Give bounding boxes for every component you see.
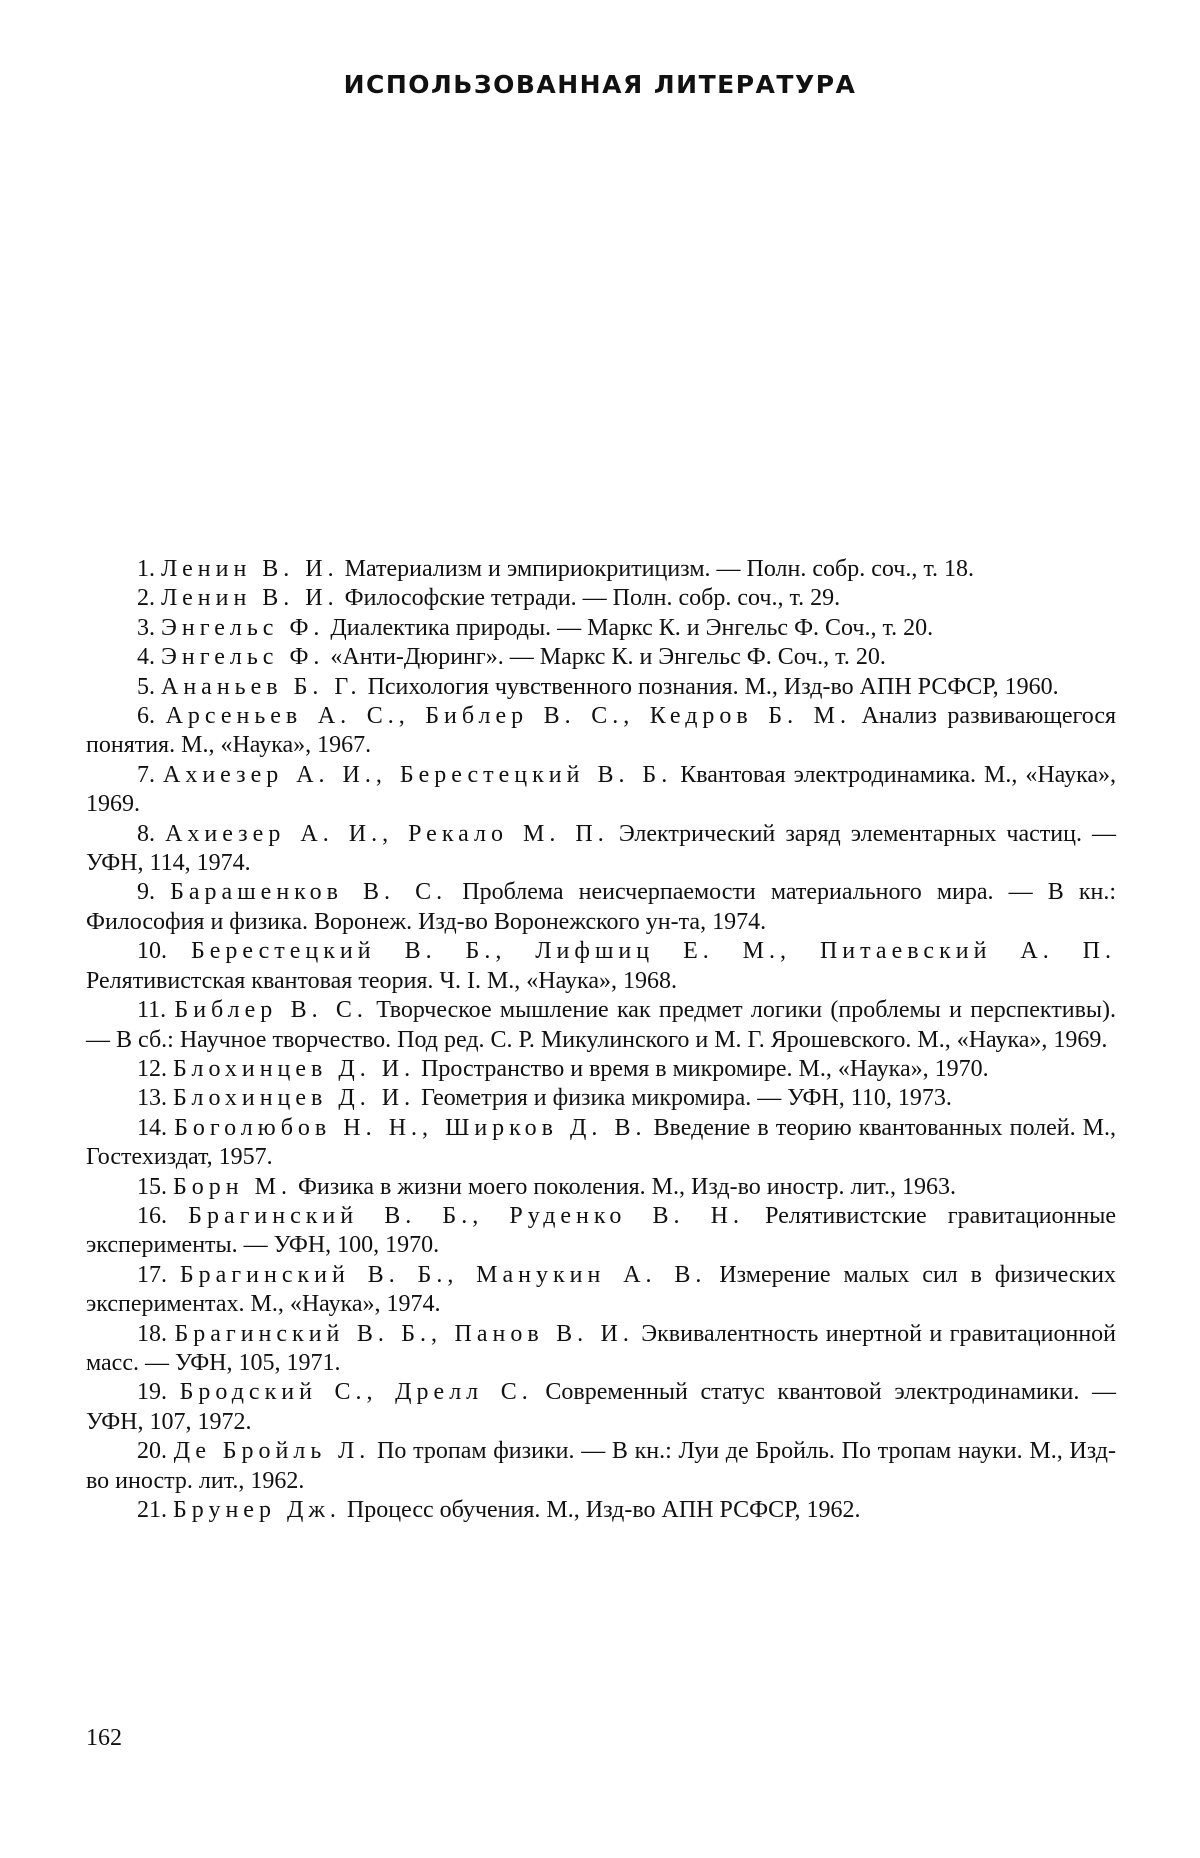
entry-text: По тропам физики. — В кн.: Луи де Бройль. По тропам науки. М., Изд-во иностр. лит., 1962. xyxy=(86,1438,1116,1494)
entry-number: 14. xyxy=(137,1114,167,1141)
entry-text: Физика в жизни моего поколения. М., Изд-во иностр. лит., 1963. xyxy=(297,1173,956,1200)
entry-authors: Арсеньев А. С., Библер В. С., Кедров Б. М. xyxy=(165,703,851,730)
entry-number: 7. xyxy=(137,761,155,788)
entry-number: 21. xyxy=(137,1497,167,1523)
entry-authors: Бродский С., Дрелл С. xyxy=(179,1379,533,1406)
bibliography-entry xyxy=(86,1202,1116,1261)
bibliography-entry xyxy=(86,761,1116,820)
entry-text: Релятивистская квантовая теория. Ч. I. М., «Наука», 1968. xyxy=(86,967,677,994)
entry-authors: Блохинцев Д. И. xyxy=(173,1055,416,1082)
bibliography-entry xyxy=(86,584,1116,613)
page-number: 162 xyxy=(86,1725,122,1751)
bibliography-entry xyxy=(86,820,1116,879)
bibliography-entry xyxy=(86,702,1116,761)
bibliography-entry xyxy=(86,614,1116,643)
entry-number: 11. xyxy=(137,997,167,1024)
entry-number: 8. xyxy=(137,820,155,847)
entry-text: Введение в теорию квантованных полей. М., Гостехиздат, 1957. xyxy=(86,1114,1117,1171)
bibliography-entry xyxy=(86,937,1116,996)
entry-text: Пространство и время в микромире. М., «Наука», 1970. xyxy=(421,1055,989,1082)
entry-authors: Брагинский В. Б., Руденко В. Н. xyxy=(188,1202,744,1229)
entry-text: «Анти-Дюринг». — Маркс К. и Энгельс Ф. Соч., т. 20. xyxy=(330,644,886,671)
entry-authors: Берестецкий В. Б., Лифшиц Е. М., Питаевский А. П. xyxy=(190,938,1116,965)
bibliography-entry xyxy=(86,1055,1116,1084)
entry-authors: Брагинский В. Б., Панов В. И. xyxy=(174,1320,634,1347)
bibliography-entry xyxy=(86,1437,1116,1496)
bibliography-entry xyxy=(86,1261,1116,1320)
entry-text: Анализ развивающегося понятия. М., «Наука», 1967. xyxy=(86,703,1117,759)
bibliography-entry xyxy=(86,1173,1116,1202)
bibliography-entry xyxy=(86,1114,1116,1173)
entry-authors: Энгельс Ф. xyxy=(161,644,325,671)
entry-authors: Ананьев Б. Г. xyxy=(161,673,362,700)
bibliography-entry xyxy=(86,643,1116,672)
bibliography-entry xyxy=(86,555,1116,584)
entry-number: 6. xyxy=(137,703,155,730)
bibliography-entry xyxy=(86,1084,1116,1113)
entry-number: 2. xyxy=(137,585,155,612)
entry-authors: Де Бройль Л. xyxy=(173,1438,371,1465)
entry-number: 15. xyxy=(137,1173,167,1200)
entry-authors: Боголюбов Н. Н., Ширков Д. В. xyxy=(174,1114,647,1141)
entry-authors: Брагинский В. Б., Манукин А. В. xyxy=(179,1261,707,1288)
entry-authors: Брунер Дж. xyxy=(173,1497,341,1523)
entry-number: 5. xyxy=(137,673,155,700)
page-title: ИСПОЛЬЗОВАННАЯ ЛИТЕРАТУРА xyxy=(343,70,857,99)
entry-text: Диалектика природы. — Маркс К. и Энгельс Ф. Соч., т. 20. xyxy=(330,614,934,641)
entry-text: Геометрия и физика микромира. — УФН, 110, 1973. xyxy=(421,1085,952,1112)
entry-number: 13. xyxy=(137,1085,167,1112)
entry-authors: Блохинцев Д. И. xyxy=(173,1085,416,1112)
entry-text: Материализм и эмпириокритицизм. — Полн. собр. соч., т. 18. xyxy=(344,556,974,582)
entry-text: Проблема неисчерпаемости материального мира. — В кн.: Философия и физика. Воронеж. Изд-во Воронежского ун-та, 1974. xyxy=(86,879,1117,935)
entry-text: Философские тетради. — Полн. собр. соч., т. 29. xyxy=(344,585,841,612)
entry-text: Релятивистские гравитационные эксперименты. — УФН, 100, 1970. xyxy=(86,1202,1117,1259)
entry-number: 3. xyxy=(137,614,155,641)
entry-authors: Ленин В. И. xyxy=(161,556,339,582)
entry-authors: Ахиезер А. И., Рекало М. П. xyxy=(165,820,609,847)
entry-text: Измерение малых сил в физических экспериментах. М., «Наука», 1974. xyxy=(86,1261,1117,1318)
bibliography-entry xyxy=(86,1320,1116,1379)
entry-number: 16. xyxy=(137,1202,167,1229)
entry-number: 1. xyxy=(137,556,155,582)
bibliography-list xyxy=(86,555,1116,1525)
entry-text: Квантовая электродинамика. М., «Наука», 1969. xyxy=(86,761,1117,818)
entry-text: Психология чувственного познания. М., Изд-во АПН РСФСР, 1960. xyxy=(367,673,1059,700)
bibliography-entry xyxy=(86,996,1116,1055)
entry-number: 18. xyxy=(137,1320,167,1347)
bibliography-entry xyxy=(86,673,1116,702)
entry-authors: Ахиезер А. И., Берестецкий В. Б. xyxy=(162,761,673,788)
entry-number: 4. xyxy=(137,644,155,671)
entry-number: 12. xyxy=(137,1055,167,1082)
entry-number: 10. xyxy=(137,938,167,965)
entry-text: Эквивалентность инертной и гравитационной масс. — УФН, 105, 1971. xyxy=(86,1320,1117,1376)
bibliography-entry xyxy=(86,1496,1116,1525)
entry-number: 9. xyxy=(137,879,155,906)
bibliography-entry xyxy=(86,878,1116,937)
entry-authors: Борн М. xyxy=(173,1173,292,1200)
bibliography-entry xyxy=(86,1378,1116,1437)
entry-authors: Библер В. С. xyxy=(174,997,368,1024)
entry-authors: Энгельс Ф. xyxy=(161,614,325,641)
entry-authors: Ленин В. И. xyxy=(161,585,339,612)
entry-number: 20. xyxy=(137,1438,167,1465)
entry-text: Процесс обучения. М., Изд-во АПН РСФСР, 1962. xyxy=(346,1497,861,1523)
entry-text: Электрический заряд элементарных частиц. — УФН, 114, 1974. xyxy=(86,820,1116,877)
entry-number: 17. xyxy=(137,1261,167,1288)
entry-authors: Барашенков В. С. xyxy=(170,879,448,906)
entry-text: Современный статус квантовой электродинамики. — УФН, 107, 1972. xyxy=(86,1379,1117,1435)
entry-text: Творческое мышление как предмет логики (проблемы и перспективы). — В сб.: Научное творчество. Под ред. С. Р. Микулинского и М. Г. Ярошевского. М., «Наука», 1969. xyxy=(86,997,1117,1053)
entry-number: 19. xyxy=(137,1379,167,1406)
